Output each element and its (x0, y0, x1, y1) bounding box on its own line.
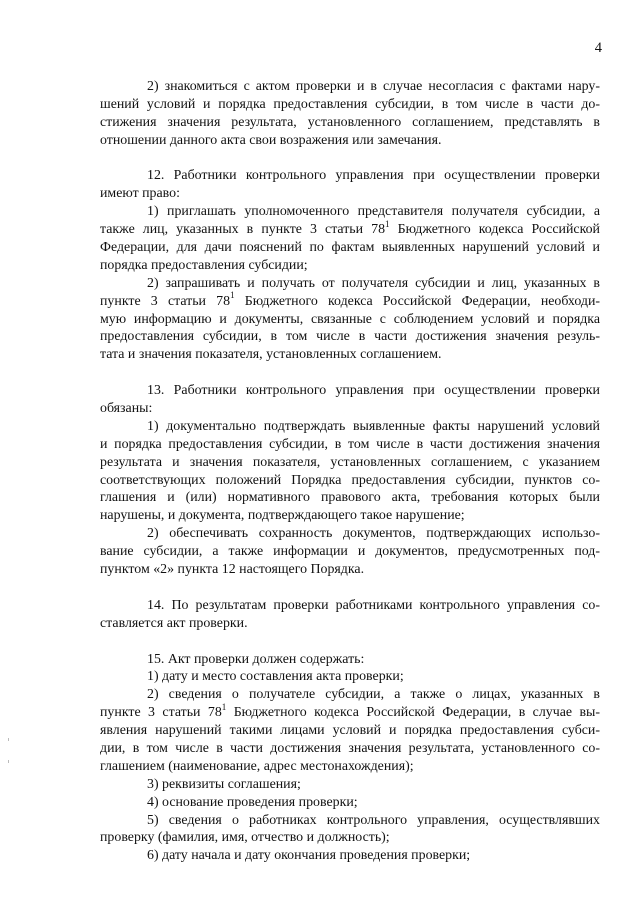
text-line (100, 311, 600, 329)
text-span: тата и значения показателя, установленных соглашением. (100, 347, 442, 363)
text-line (100, 489, 600, 507)
page-number: 4 (594, 40, 602, 56)
document-body (100, 78, 600, 865)
text-line (100, 275, 600, 293)
text-span: 5) сведения о работниках контрольного управления, осуществлявших (147, 812, 600, 828)
text-line (100, 668, 600, 686)
text-span: глашением (наименование, адрес местонахождения); (100, 758, 414, 774)
text-line (100, 185, 600, 203)
text-span: пунктом «2» пункта 12 настоящего Порядка. (100, 562, 365, 578)
text-line (100, 167, 600, 185)
paragraph-gap (100, 579, 600, 597)
text-span: имеют право: (100, 186, 180, 202)
scan-mark (8, 760, 9, 763)
text-line (100, 96, 600, 114)
text-span: порядка предоставления субсидии; (100, 257, 308, 273)
text-span: 4) основание проведения проверки; (147, 794, 358, 810)
text-span: 1) документально подтверждать выявленные факты нарушений условий (147, 418, 600, 434)
text-line (100, 328, 600, 346)
text-line (100, 132, 600, 150)
text-line (100, 829, 600, 847)
text-span: стижения значения результата, установленного соглашением, представлять в (100, 114, 600, 130)
text-span: отношении данного акта свои возражения или замечания. (100, 132, 442, 148)
text-span: соответствующих положений Порядка предоставления субсидии, пунктов со- (100, 472, 600, 488)
text-span: Бюджетного кодекса Российской Федерации, в случае вы- (226, 705, 600, 721)
paragraph-gap (100, 150, 600, 168)
text-line (100, 561, 600, 579)
text-line (100, 290, 600, 311)
text-line (100, 847, 600, 865)
paragraph-gap (100, 364, 600, 382)
text-line (100, 257, 600, 275)
text-line (100, 114, 600, 132)
text-span: 2) запрашивать и получать от получателя субсидии и лиц, указанных в (147, 275, 600, 291)
text-line (100, 543, 600, 561)
text-line (100, 382, 600, 400)
text-line (100, 597, 600, 615)
text-span: 12. Работники контрольного управления при осуществлении проверки (147, 168, 600, 184)
text-line (100, 722, 600, 740)
text-span: шений условий и порядка предоставления субсидии, в том числе в части до- (100, 96, 600, 112)
text-line (100, 454, 600, 472)
text-line (100, 615, 600, 633)
text-line (100, 507, 600, 525)
superscript: 1 (221, 701, 227, 712)
text-span: результата и значения показателя, установленных соглашением, с указанием (100, 454, 600, 470)
text-line (100, 436, 600, 454)
text-line (100, 812, 600, 830)
text-line (100, 776, 600, 794)
text-span: мую информацию и документы, связанные с соблюдением условий и порядка (100, 311, 600, 327)
text-line (100, 525, 600, 543)
text-span: ставляется акт проверки. (100, 615, 248, 631)
text-line (100, 794, 600, 812)
text-line (100, 418, 600, 436)
text-span: 13. Работники контрольного управления при осуществлении проверки (147, 383, 600, 399)
text-span: обязаны: (100, 401, 153, 417)
text-span: Федерации, для дачи пояснений по фактам выявленных нарушений условий и (100, 240, 600, 256)
text-span: пункте 3 статьи 78 (100, 293, 231, 309)
text-span: Бюджетного кодекса Российской (389, 222, 600, 238)
text-line (100, 346, 600, 364)
text-span: проверку (фамилия, имя, отчество и должность); (100, 830, 390, 846)
text-span: предоставления субсидии, в том числе в части достижения значения резуль- (100, 329, 600, 345)
text-span: также лиц, указанных в пункте 3 статьи 78 (100, 222, 386, 238)
text-span: 3) реквизиты соглашения; (147, 776, 301, 792)
text-span: 6) дату начала и дату окончания проведения проверки; (147, 848, 471, 864)
text-line (100, 758, 600, 776)
text-span: и порядка предоставления субсидии, в том числе в части достижения значения (100, 436, 600, 452)
text-line (100, 740, 600, 758)
text-span: 2) сведения о получателе субсидии, а также о лицах, указанных в (147, 687, 600, 703)
text-line (100, 701, 600, 722)
text-line (100, 239, 600, 257)
text-line (100, 686, 600, 704)
text-line (100, 651, 600, 669)
text-line (100, 472, 600, 490)
text-span: дии, в том числе в части достижения значения результата, установленного со- (100, 740, 600, 756)
text-span: глашения и (или) нормативного правового акта, требования которых были (100, 490, 600, 506)
text-span: 2) знакомиться с актом проверки и в случае несогласия с фактами нару- (147, 79, 600, 94)
text-span: нарушены, и документа, подтверждающего такое нарушение; (100, 508, 465, 524)
superscript: 1 (385, 218, 390, 229)
superscript: 1 (230, 290, 235, 301)
text-span: 1) приглашать уполномоченного представителя получателя субсидии, а (147, 204, 600, 220)
text-span: явления нарушений такими лицами условий и порядка предоставления субси- (100, 723, 600, 739)
text-line (100, 78, 600, 96)
text-span: 14. По результатам проверки работниками контрольного управления со- (147, 597, 600, 613)
text-span: 15. Акт проверки должен содержать: (147, 651, 365, 667)
scan-mark (8, 738, 9, 741)
text-line (100, 400, 600, 418)
paragraph-gap (100, 633, 600, 651)
text-span: Бюджетного кодекса Российской Федерации, необходи- (234, 293, 600, 309)
text-line (100, 218, 600, 239)
text-span: пункте 3 статьи 78 (100, 705, 222, 721)
text-span: 2) обеспечивать сохранность документов, подтверждающих использо- (147, 526, 600, 542)
text-line (100, 203, 600, 221)
text-span: вание субсидии, а также информации и документов, предусмотренных под- (100, 544, 600, 560)
text-span: 1) дату и место составления акта проверки; (147, 669, 404, 685)
